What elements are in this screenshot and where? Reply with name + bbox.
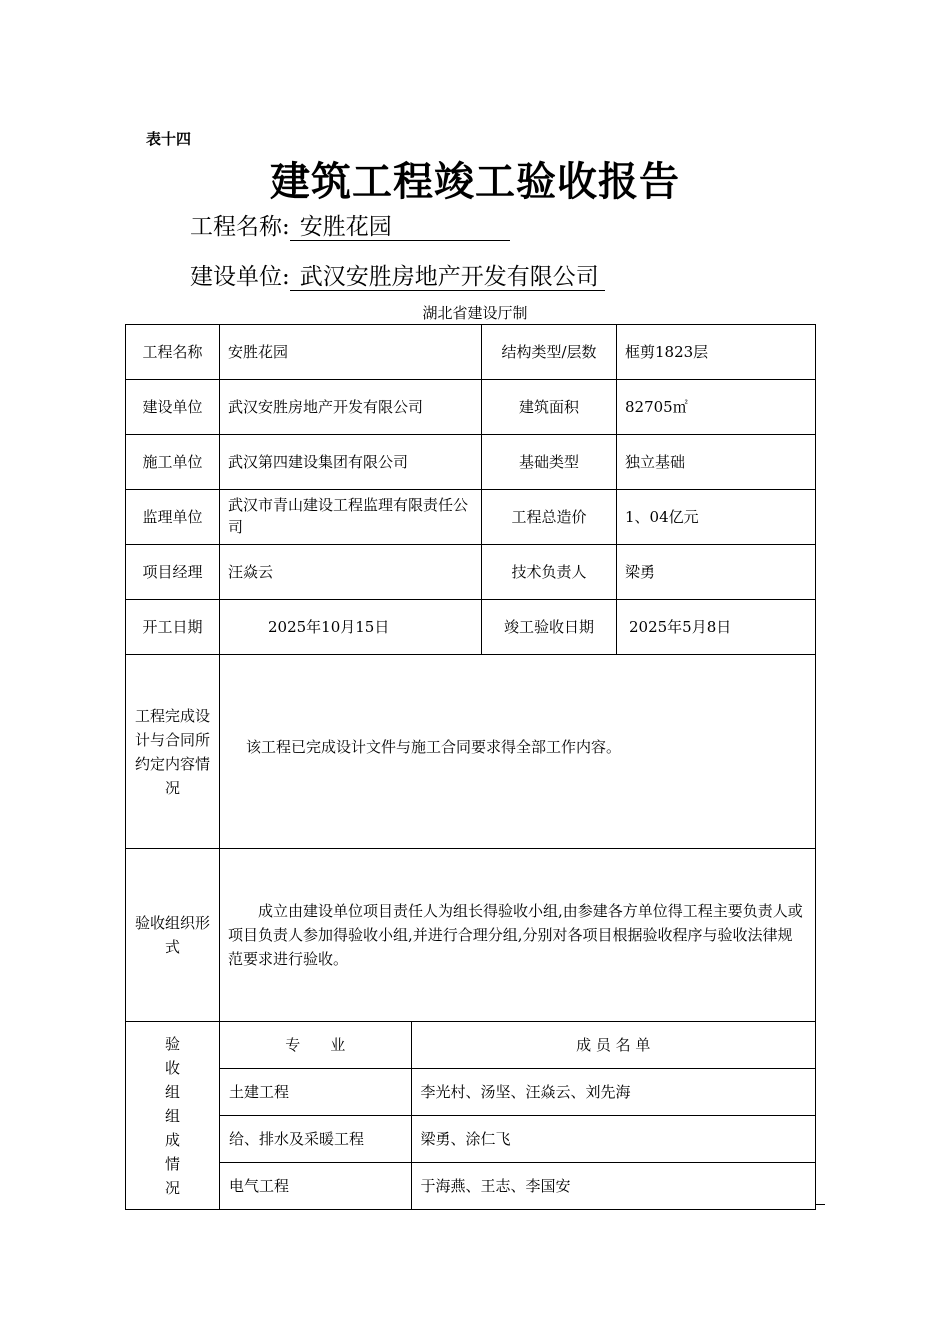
- field-label: 监理单位: [126, 490, 220, 545]
- team-table: [220, 1022, 815, 1209]
- start-date-value: 2025年10月15日: [220, 600, 482, 655]
- table-row: [126, 325, 816, 380]
- team-header-row: [220, 1022, 815, 1069]
- field-label: 项目经理: [126, 545, 220, 600]
- project-name-line: [190, 208, 510, 241]
- field-value: 梁勇: [617, 545, 816, 600]
- team-row: [220, 1069, 815, 1116]
- field-value: 汪焱云: [220, 545, 482, 600]
- organization-text: 成立由建设单位项目责任人为组长得验收小组,由参建各方单位得工程主要负责人或项目负责人参加得验收小组,并进行合理分组,分别对各项目根据验收程序与验收法律规范要求进行验收。: [220, 849, 816, 1022]
- col-header-specialty: 专 业: [220, 1022, 411, 1069]
- field-value: 武汉市青山建设工程监理有限责任公司: [220, 490, 482, 545]
- team-label-text: 验收组组成情况: [165, 1034, 181, 1197]
- team-cell: [220, 1022, 816, 1210]
- field-label: 竣工验收日期: [482, 600, 617, 655]
- field-label: 开工日期: [126, 600, 220, 655]
- issuer: 湖北省建设厅制: [422, 304, 528, 322]
- members-cell: 梁勇、涂仁飞: [411, 1116, 815, 1163]
- field-label: 建筑面积: [482, 380, 617, 435]
- table-row: [126, 380, 816, 435]
- field-value: 82705㎡: [617, 380, 816, 435]
- field-label: 基础类型: [482, 435, 617, 490]
- team-row: [220, 1163, 815, 1210]
- report-title: 建筑工程竣工验收报告: [270, 158, 680, 205]
- field-label: 工程名称: [126, 325, 220, 380]
- table-edge-mark: [815, 1204, 825, 1205]
- builder-value: 武汉安胜房地产开发有限公司: [290, 264, 605, 291]
- table-row: [126, 435, 816, 490]
- field-value: 安胜花园: [220, 325, 482, 380]
- field-value: 1、04亿元: [617, 490, 816, 545]
- field-value: 武汉第四建设集团有限公司: [220, 435, 482, 490]
- specialty-cell: 土建工程: [220, 1069, 411, 1116]
- builder-line: [190, 258, 605, 291]
- members-cell: 李光村、汤坚、汪焱云、刘先海: [411, 1069, 815, 1116]
- completion-label: 工程完成设计与合同所约定内容情况: [126, 655, 220, 849]
- completion-date-value: 2025年5月8日: [617, 600, 816, 655]
- field-value: 独立基础: [617, 435, 816, 490]
- team-row: [220, 1116, 815, 1163]
- table-row: [126, 600, 816, 655]
- field-label: 建设单位: [126, 380, 220, 435]
- field-label: 技术负责人: [482, 545, 617, 600]
- field-label: 结构类型/层数: [482, 325, 617, 380]
- field-value: 武汉安胜房地产开发有限公司: [220, 380, 482, 435]
- table-row: [126, 1022, 816, 1210]
- table-row: [126, 490, 816, 545]
- builder-label: 建设单位:: [190, 264, 290, 290]
- specialty-cell: 给、排水及采暖工程: [220, 1116, 411, 1163]
- table-row: [126, 655, 816, 849]
- field-value: 框剪1823层: [617, 325, 816, 380]
- members-cell: 于海燕、王志、李国安: [420, 1177, 571, 1195]
- table-row: [126, 545, 816, 600]
- acceptance-form-table: [125, 324, 816, 1210]
- project-name-value: 安胜花园: [290, 214, 510, 241]
- col-header-members: 成 员 名 单: [411, 1022, 815, 1069]
- table-row: [126, 849, 816, 1022]
- project-name-label: 工程名称:: [190, 214, 290, 240]
- field-label: 施工单位: [126, 435, 220, 490]
- field-label: 工程总造价: [482, 490, 617, 545]
- form-number: 表十四: [146, 130, 192, 148]
- completion-text: 该工程已完成设计文件与施工合同要求得全部工作内容。: [220, 655, 816, 849]
- organization-label: 验收组织形 式: [126, 849, 220, 1022]
- specialty-cell: 电气工程: [220, 1163, 411, 1210]
- team-label: [126, 1022, 220, 1210]
